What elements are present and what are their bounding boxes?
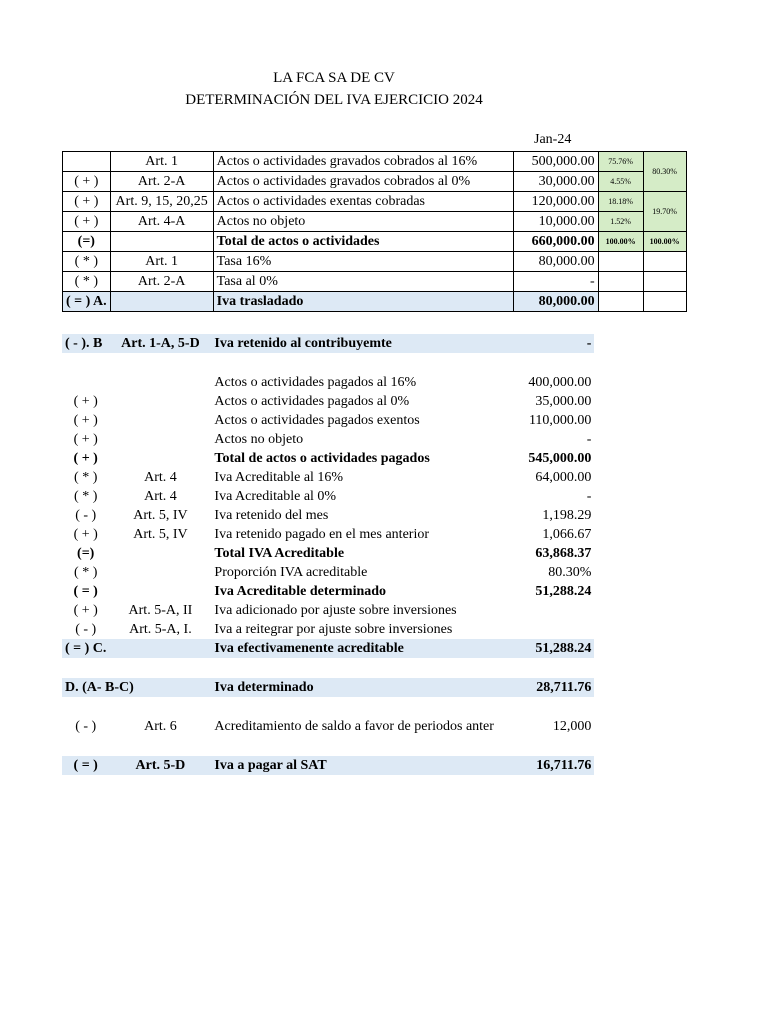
- table-row: [62, 411, 594, 430]
- sign-cell: (=): [63, 232, 111, 252]
- sign-cell: ( - ): [75, 622, 97, 637]
- sign-cell: ( + ): [73, 413, 98, 428]
- amount-cell: 12,000: [552, 719, 592, 734]
- description-cell: Total IVA Acreditable: [214, 546, 345, 561]
- percent-cell: 1.52%: [598, 212, 643, 232]
- sign-cell: ( + ): [63, 192, 111, 212]
- description-cell: Actos o actividades gravados cobrados al 0%: [213, 172, 513, 192]
- article-cell: [109, 582, 211, 601]
- table-row: [62, 582, 594, 601]
- spacer-row: [62, 736, 594, 756]
- table-row: [63, 252, 687, 272]
- table-row: [62, 487, 594, 506]
- sign-cell: ( * ): [63, 252, 111, 272]
- amount-cell: 110,000.00: [528, 413, 592, 428]
- spacer-row: [62, 658, 594, 678]
- sign-cell: ( + ): [63, 212, 111, 232]
- amount-cell: 660,000.00: [513, 232, 598, 252]
- table-row: [62, 717, 594, 736]
- article-cell: [109, 563, 211, 582]
- table-row: [62, 392, 594, 411]
- description-cell: Total de actos o actividades pagados: [214, 451, 430, 466]
- table-row: [62, 678, 594, 697]
- article-cell: Art. 4-A: [110, 212, 213, 232]
- article-cell: Art. 2-A: [110, 272, 213, 292]
- article-cell: Art. 5, IV: [133, 508, 188, 523]
- article-cell: [109, 373, 211, 392]
- description-cell: Iva retenido del mes: [214, 508, 329, 523]
- description-cell: Iva retenido al contribuyemte: [211, 334, 510, 353]
- table-row: [63, 272, 687, 292]
- group-percent-cell: 80.30%: [643, 152, 686, 192]
- empty-cell: [643, 292, 686, 312]
- table-row: [62, 563, 594, 582]
- sign-cell: ( = ) C.: [62, 639, 109, 658]
- article-cell: Art. 9, 15, 20,25: [110, 192, 213, 212]
- amount-cell: 120,000.00: [513, 192, 598, 212]
- description-cell: Tasa 16%: [213, 252, 513, 272]
- sign-cell: ( + ): [73, 451, 98, 466]
- sign-cell: ( = ) A.: [63, 292, 111, 312]
- article-cell: Art. 2-A: [110, 172, 213, 192]
- description-cell: Actos no objeto: [213, 212, 513, 232]
- description-cell: Iva retenido pagado en el mes anterior: [214, 527, 429, 542]
- sign-cell: ( - ): [75, 719, 97, 734]
- empty-cell: [643, 252, 686, 272]
- article-cell: Art. 5-A, I.: [129, 622, 192, 637]
- article-cell: [109, 639, 211, 658]
- sign-cell: ( * ): [74, 565, 98, 580]
- description-cell: Total de actos o actividades: [213, 232, 513, 252]
- empty-cell: [643, 272, 686, 292]
- sign-cell: [62, 373, 109, 392]
- amount-cell: 28,711.76: [510, 678, 594, 697]
- amount-cell: 400,000.00: [528, 375, 592, 390]
- description-cell: Iva Acreditable al 16%: [214, 470, 344, 485]
- article-cell: Art. 4: [144, 489, 177, 504]
- table-row: [62, 639, 594, 658]
- amount-cell: 500,000.00: [513, 152, 598, 172]
- sign-cell: ( + ): [73, 394, 98, 409]
- empty-cell: [598, 272, 643, 292]
- description-cell: Actos no objeto: [214, 432, 304, 447]
- amount-cell: 30,000.00: [513, 172, 598, 192]
- table-row: [62, 601, 594, 620]
- description-cell: Acreditamiento de saldo a favor de periodos anter: [214, 719, 494, 734]
- table-row: [62, 334, 594, 353]
- sign-cell: ( * ): [74, 470, 98, 485]
- amount-cell: 10,000.00: [513, 212, 598, 232]
- sign-cell: ( + ): [63, 172, 111, 192]
- article-cell: Art. 6: [144, 719, 177, 734]
- article-cell: Art. 1-A, 5-D: [109, 334, 211, 353]
- article-cell: Art. 5, IV: [133, 527, 188, 542]
- article-cell: Art. 1: [110, 152, 213, 172]
- sign-cell: ( + ): [73, 603, 98, 618]
- amount-cell: [510, 601, 594, 620]
- amount-cell: 51,288.24: [535, 584, 592, 599]
- table-row: [63, 232, 687, 252]
- percent-cell: 100.00%: [598, 232, 643, 252]
- percent-cell: 18.18%: [598, 192, 643, 212]
- amount-cell: 80,000.00: [513, 252, 598, 272]
- amount-cell: -: [510, 334, 594, 353]
- table-row: [62, 620, 594, 639]
- sign-cell: ( - ). B: [62, 334, 109, 353]
- empty-cell: [598, 252, 643, 272]
- article-cell: [109, 392, 211, 411]
- table-row: [63, 152, 687, 172]
- article-cell: Art. 5-A, II: [128, 603, 193, 618]
- amount-cell: 16,711.76: [510, 756, 594, 775]
- article-cell: [109, 411, 211, 430]
- sign-cell: ( + ): [73, 432, 98, 447]
- description-cell: Actos o actividades exentas cobradas: [213, 192, 513, 212]
- description-cell: Iva Acreditable determinado: [214, 584, 387, 599]
- description-cell: Actos o actividades pagados al 0%: [214, 394, 410, 409]
- article-cell: [110, 232, 213, 252]
- description-cell: Iva a reitegrar por ajuste sobre inversiones: [214, 622, 453, 637]
- table-row: [63, 172, 687, 192]
- group-percent-cell: 19.70%: [643, 192, 686, 232]
- sign-cell: (=): [77, 546, 95, 561]
- amount-cell: 64,000.00: [535, 470, 592, 485]
- group-percent-cell: 100.00%: [643, 232, 686, 252]
- table-row: [62, 449, 594, 468]
- spacer-row: [62, 697, 594, 717]
- sign-cell: ( - ): [75, 508, 97, 523]
- description-cell: Iva determinado: [211, 678, 510, 697]
- article-cell: Art. 1: [110, 252, 213, 272]
- description-cell: Actos o actividades gravados cobrados al 16%: [213, 152, 513, 172]
- amount-cell: 545,000.00: [528, 451, 592, 466]
- amount-cell: 80,000.00: [513, 292, 598, 312]
- table-row: [62, 544, 594, 563]
- article-cell: [110, 292, 213, 312]
- table-row: [62, 373, 594, 392]
- sign-cell: ( = ): [73, 584, 98, 599]
- description-cell: Tasa al 0%: [213, 272, 513, 292]
- article-cell: [109, 430, 211, 449]
- amount-cell: 1,198.29: [542, 508, 592, 523]
- article-cell: [109, 544, 211, 563]
- empty-cell: [598, 292, 643, 312]
- table-row: [62, 468, 594, 487]
- table-row: [62, 756, 594, 775]
- description-cell: Proporción IVA acreditable: [214, 565, 368, 580]
- amount-cell: 35,000.00: [535, 394, 592, 409]
- amount-cell: 1,066.67: [542, 527, 592, 542]
- month-header: Jan-24: [534, 132, 572, 147]
- table-row: [63, 292, 687, 312]
- percent-cell: 75.76%: [598, 152, 643, 172]
- amount-cell: [510, 620, 594, 639]
- company-title: LA FCA SA DE CV: [273, 70, 395, 86]
- sign-cell: ( + ): [73, 527, 98, 542]
- article-cell: [109, 449, 211, 468]
- report-subtitle: DETERMINACIÓN DEL IVA EJERCICIO 2024: [185, 92, 483, 108]
- sign-cell: ( * ): [63, 272, 111, 292]
- amount-cell: 80.30%: [548, 565, 592, 580]
- amount-cell: -: [513, 272, 598, 292]
- sign-cell: [63, 152, 111, 172]
- table-row: [63, 192, 687, 212]
- description-cell: Iva Acreditable al 0%: [214, 489, 337, 504]
- description-cell: Iva adicionado por ajuste sobre inversiones: [214, 603, 457, 618]
- article-cell: Art. 4: [144, 470, 177, 485]
- description-cell: Actos o actividades pagados al 16%: [214, 375, 417, 390]
- sign-cell: D. (A- B-C): [62, 678, 211, 697]
- table-row: [62, 430, 594, 449]
- amount-cell: -: [586, 432, 592, 447]
- description-cell: Actos o actividades pagados exentos: [214, 413, 420, 428]
- description-cell: Iva trasladado: [213, 292, 513, 312]
- description-cell: Iva efectivamenente acreditable: [211, 639, 510, 658]
- iva-trasladado-table: [62, 151, 687, 312]
- sign-cell: ( = ): [62, 756, 109, 775]
- amount-cell: 51,288.24: [510, 639, 594, 658]
- iva-acreditable-table: [62, 334, 594, 775]
- table-row: [62, 506, 594, 525]
- amount-cell: 63,868.37: [535, 546, 592, 561]
- spacer-row: [62, 353, 594, 373]
- table-row: [62, 525, 594, 544]
- amount-cell: -: [586, 489, 592, 504]
- percent-cell: 4.55%: [598, 172, 643, 192]
- table-row: [63, 212, 687, 232]
- sign-cell: ( * ): [74, 489, 98, 504]
- description-cell: Iva a pagar al SAT: [211, 756, 510, 775]
- article-cell: Art. 5-D: [109, 756, 211, 775]
